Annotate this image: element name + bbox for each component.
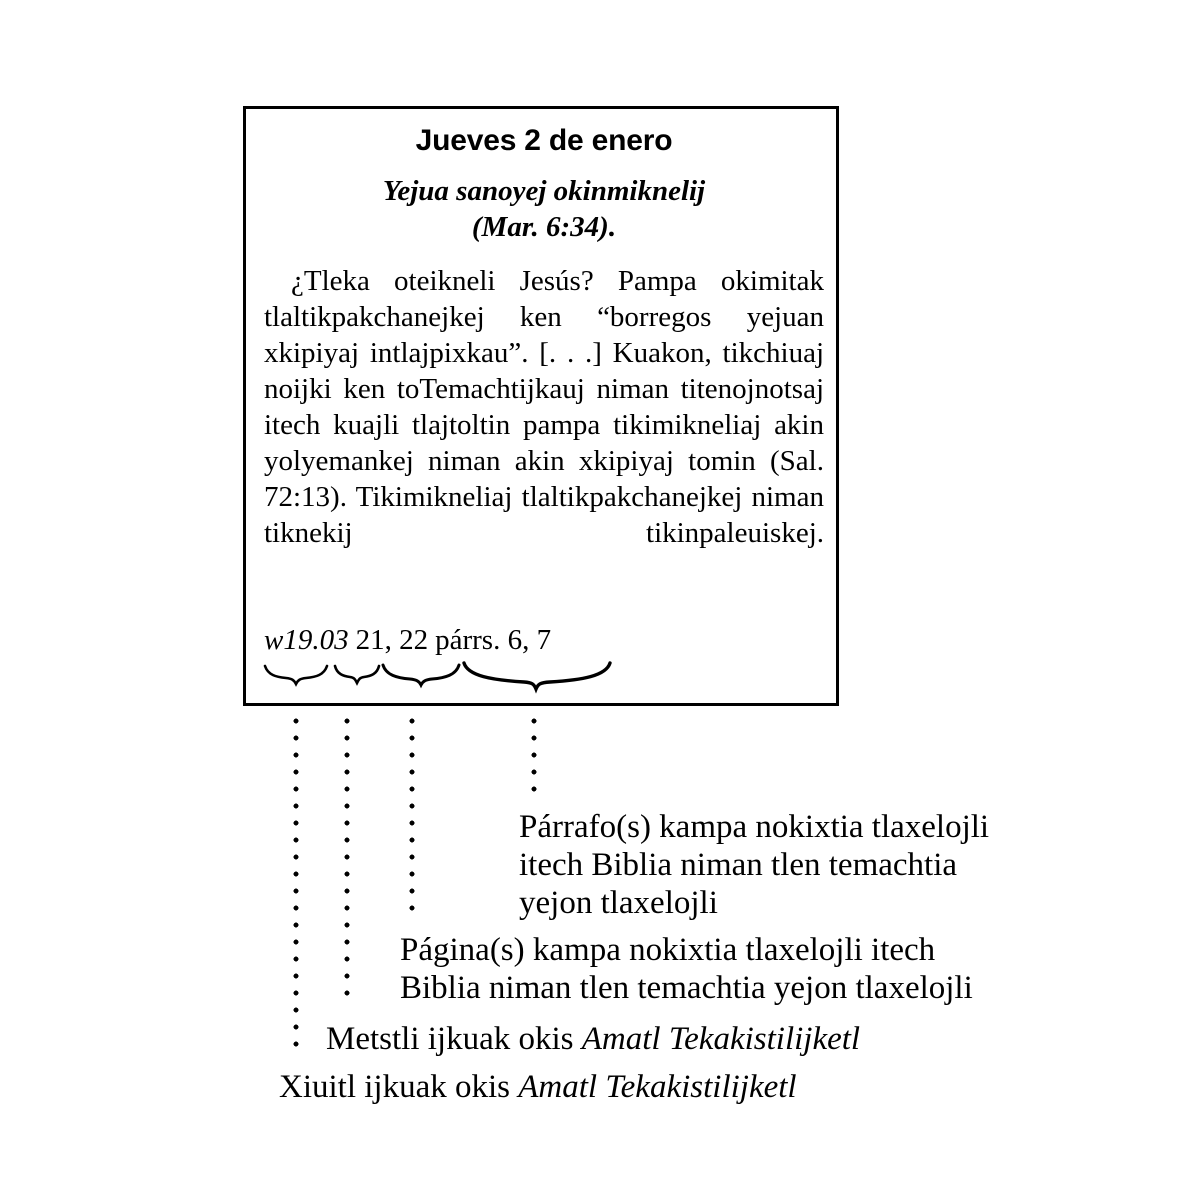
brace-publication-symbol <box>264 664 328 686</box>
leader-line-paragraphs <box>531 718 537 798</box>
daily-text-box <box>243 106 839 706</box>
legend-paragraphs-line-3: yejon tlaxelojli <box>519 885 718 921</box>
leader-line-year <box>293 718 299 1058</box>
theme-text-line-1: Yejua sanoyej okinmiknelij <box>382 175 706 207</box>
legend-month-prefix: Metstli ijkuak okis <box>326 1021 582 1057</box>
legend-label-paragraphs <box>519 808 989 922</box>
legend-label-month <box>326 1020 860 1058</box>
legend-paragraphs-line-1: Párrafo(s) kampa nokixtia tlaxelojli <box>519 809 990 845</box>
leader-line-month <box>344 718 350 1006</box>
citation-line <box>264 623 824 657</box>
legend-month-publication-name: Amatl Tekakistilijketl <box>581 1021 861 1057</box>
brace-pages <box>382 663 460 687</box>
legend-label-year <box>279 1068 797 1106</box>
legend-paragraphs-line-2: itech Biblia niman tlen temachtia <box>519 847 958 883</box>
brace-paragraphs <box>462 661 612 691</box>
daily-text-body-paragraph: ¿Tleka oteikneli Jesús? Pampa okimitak tlaltikpakchanejkej ken “borregos yejuan xkipiyaj intlajpixkau”. [. . .] Kuakon, tikchiuaj noijki ken toTemachtijkauj niman titenojnotsaj itech kuajli tlajtoltin pampa tikimikneliaj akin yolyemankej niman akin xkipiyaj tomin (Sal. 72:13). Tikimikneliaj tlaltikpakchanejkej niman tiknekij tikinpaleuiskej. <box>264 265 824 549</box>
citation-pages: 21, 22 <box>355 624 429 656</box>
legend-pages-line-2: Biblia niman tlen temachtia yejon tlaxelojli <box>400 970 973 1006</box>
theme-text-line-2: (Mar. 6:34). <box>471 211 617 243</box>
citation-publication: w19.03 <box>264 624 349 656</box>
date-heading: Jueves 2 de enero <box>415 124 673 157</box>
legend-year-publication-name: Amatl Tekakistilijketl <box>518 1069 797 1105</box>
legend-pages-line-1: Página(s) kampa nokixtia tlaxelojli itech <box>400 932 936 968</box>
legend-year-prefix: Xiuitl ijkuak okis <box>279 1069 519 1105</box>
brace-issue-date <box>334 664 380 686</box>
citation-paragraphs: párrs. 6, 7 <box>435 624 552 656</box>
daily-text-content <box>264 123 824 551</box>
leader-line-pages <box>409 718 415 914</box>
theme-scripture-text <box>264 173 824 245</box>
legend-label-pages <box>400 931 973 1007</box>
